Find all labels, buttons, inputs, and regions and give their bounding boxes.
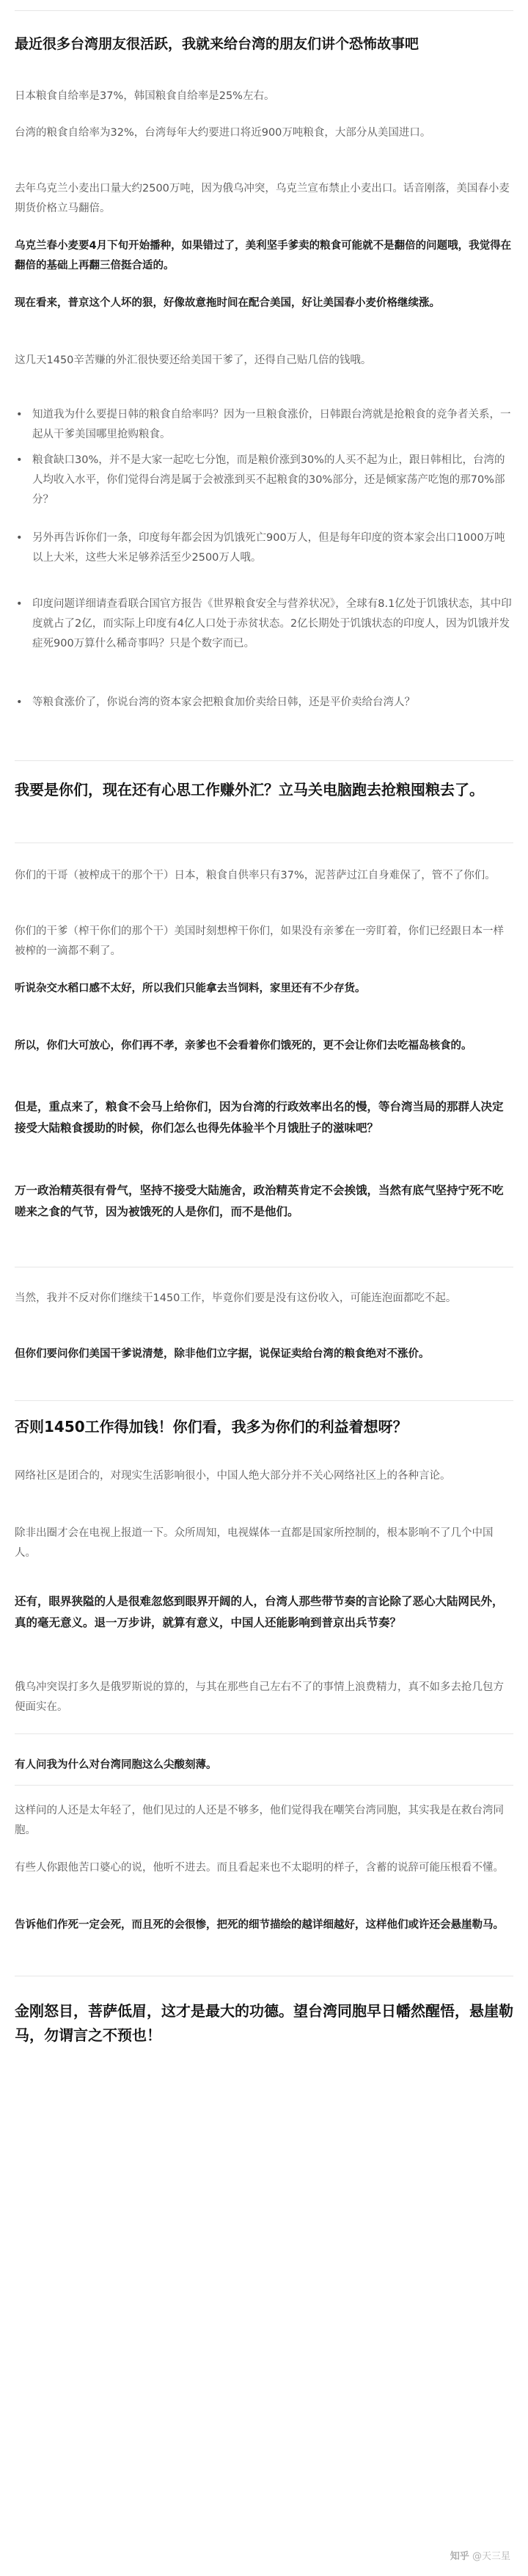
list-item	[15, 528, 513, 568]
section2-paragraph-6: 万一政治精英很有骨气，坚持不接受大陆施舍，政治精英肯定不会挨饿，当然有底气坚持宁死不吃嗟来之食的气节，因为被饿死的人是你们，而不是他们。	[15, 1184, 504, 1218]
section5-paragraph-3: 告诉他们作死一定会死，而且死的会很惨，把死的细节描绘的越详细越好，这样他们或许还会悬崖勒马。	[15, 1919, 504, 1931]
watermark	[450, 2548, 510, 2562]
section1-paragraph-6: 这几天1450辛苦赚的外汇很快要还给美国干爹了，还得自己贴几倍的钱哦。	[15, 354, 372, 366]
section2-title: 我要是你们，现在还有心思工作赚外汇？立马关电脑跑去抢粮囤粮去了。	[15, 781, 484, 798]
bullet-dot: •	[16, 696, 23, 708]
bullet-dot: •	[16, 454, 23, 466]
section2-paragraph-3: 听说杂交水稻口感不太好，所以我们只能拿去当饲料，家里还有不少存货。	[15, 983, 366, 994]
section1-title: 最近很多台湾朋友很活跃，我就来给台湾的朋友们讲个恐怖故事吧	[15, 36, 419, 52]
section1-paragraph-3: 去年乌克兰小麦出口量大约2500万吨，因为俄乌冲突，乌克兰宣布禁止小麦出口。话音刚落，美国春小麦期货价格立马翻倍。	[15, 183, 510, 214]
list-item-text: 另外再告诉你们一条，印度每年都会因为饥饿死亡900万人，但是每年印度的资本家会出口1000万吨以上大米，这些大米足够养活至少2500万人哦。	[32, 532, 505, 564]
zhihu-logo: 知乎	[450, 2551, 469, 2562]
section4-paragraph-2: 除非出圈才会在电视上报道一下。众所周知，电视媒体一直都是国家所控制的，根本影响不了几个中国人。	[15, 1527, 494, 1559]
bullet-dot: •	[16, 532, 23, 544]
section4-paragraph-4: 俄乌冲突误打多久是俄罗斯说的算的，与其在那些自己左右不了的事情上浪费精力，真不如多去抢几包方便面实在。	[15, 1681, 504, 1713]
section1-paragraph-5: 现在看来，普京这个人坏的狠，好像故意拖时间在配合美国，好让美国春小麦价格继续涨。	[15, 297, 440, 309]
section4-paragraph-1: 网络社区是团合的，对现实生活影响很小，中国人绝大部分并不关心网络社区上的各种言论。	[15, 1470, 451, 1482]
list-item	[15, 405, 513, 445]
section4-paragraph-3: 还有，眼界狭隘的人是很难忽悠到眼界开阔的人，台湾人那些带节奏的言论除了恶心大陆网民外，真的毫无意义。退一万步讲，就算有意义，中国人还能影响到普京出兵节奏？	[15, 1595, 504, 1629]
list-item	[15, 693, 513, 713]
section5-closing: 金刚怒目，菩萨低眉，这才是最大的功德。望台湾同胞早日幡然醒悟，悬崖勒马，勿谓言之不预也！	[15, 2002, 513, 2044]
section1-paragraph-4: 乌克兰春小麦要4月下旬开始播种，如果错过了，美利坚手爹卖的粮食可能就不是翻倍的问题哦，我觉得在翻倍的基础上再翻三倍挺合适的。	[15, 240, 512, 272]
section2-paragraph-4: 所以，你们大可放心，你们再不孝，亲爹也不会看着你们饿死的，更不会让你们去吃福岛核食的。	[15, 1040, 472, 1052]
section-divider	[15, 760, 513, 761]
list-item-text: 粮食缺口30%，并不是大家一起吃七分饱，而是粮价涨到30%的人买不起为止，跟日韩相比，台湾的人均收入水平，你们觉得台湾是属于会被涨到买不起粮食的30%部分，还是倾家荡产吃饱的那70%部分？	[32, 454, 505, 506]
list-item-text: 等粮食涨价了，你说台湾的资本家会把粮食加价卖给日韩，还是平价卖给台湾人？	[32, 696, 415, 708]
bullet-dot: •	[16, 409, 23, 421]
section5-paragraph-1: 这样问的人还是太年轻了，他们见过的人还是不够多，他们觉得我在嘲笑台湾同胞，其实我是在救台湾同胞。	[15, 1805, 504, 1836]
section-divider	[15, 1733, 513, 1734]
section1-paragraph-2: 台湾的粮食自给率为32%，台湾每年大约要进口将近900万吨粮食，大部分从美国进口。	[15, 127, 431, 139]
list-item	[15, 594, 513, 654]
section2-paragraph-2: 你们的干爹（榨干你们的那个干）美国时刻想榨干你们，如果没有亲爹在一旁盯着，你们已经跟日本一样被榨的一滴都不剩了。	[15, 925, 504, 957]
section3-paragraph-1: 当然，我并不反对你们继续干1450工作，毕竟你们要是没有这份收入，可能连泡面都吃不起。	[15, 1292, 457, 1304]
section4-title: 否则1450工作得加钱！你们看，我多为你们的利益着想呀？	[15, 1418, 408, 1436]
section5-paragraph-2: 有些人你跟他苦口婆心的说，他听不进去。而且看起来也不太聪明的样子，含蓄的说辞可能压根看不懂。	[15, 1862, 504, 1874]
section-divider	[15, 1400, 513, 1401]
list-item	[15, 451, 513, 510]
section3-paragraph-2: 但你们要问你们美国干爹说清楚，除非他们立字据，说保证卖给台湾的粮食绝对不涨价。	[15, 1348, 430, 1360]
section2-paragraph-1: 你们的干哥（被榨成干的那个干）日本，粮食自供率只有37%，泥菩萨过江自身难保了，管不了你们。	[15, 870, 496, 881]
top-divider	[15, 10, 513, 11]
section5-title: 有人问我为什么对台湾同胞这么尖酸刻薄。	[15, 1759, 217, 1771]
section2-paragraph-5: 但是，重点来了，粮食不会马上给你们，因为台湾的行政效率出名的慢，等台湾当局的那群人决定接受大陆粮食援助的时候，你们怎么也得先体验半个月饿肚子的滋味吧？	[15, 1100, 504, 1135]
bullet-dot: •	[16, 598, 23, 610]
section1-paragraph-1: 日本粮食自给率是37%，韩国粮食自给率是25%左右。	[15, 90, 275, 102]
list-item-text: 印度问题详细请查看联合国官方报告《世界粮食安全与营养状况》，全球有8.1亿处于饥饿状态，其中印度就占了2亿，而实际上印度有4亿人口处于赤贫状态。2亿长期处于饥饿状态的印度人，因为饥饿并发症死900万算什么稀奇事吗？只是个数字而已。	[32, 598, 512, 650]
list-item-text: 知道我为什么要提日韩的粮食自给率吗？因为一旦粮食涨价，日韩跟台湾就是抢粮食的竞争者关系，一起从干爹美国哪里抢购粮食。	[32, 409, 511, 440]
section-divider	[15, 1785, 513, 1786]
author-handle: @天三星	[472, 2551, 510, 2562]
